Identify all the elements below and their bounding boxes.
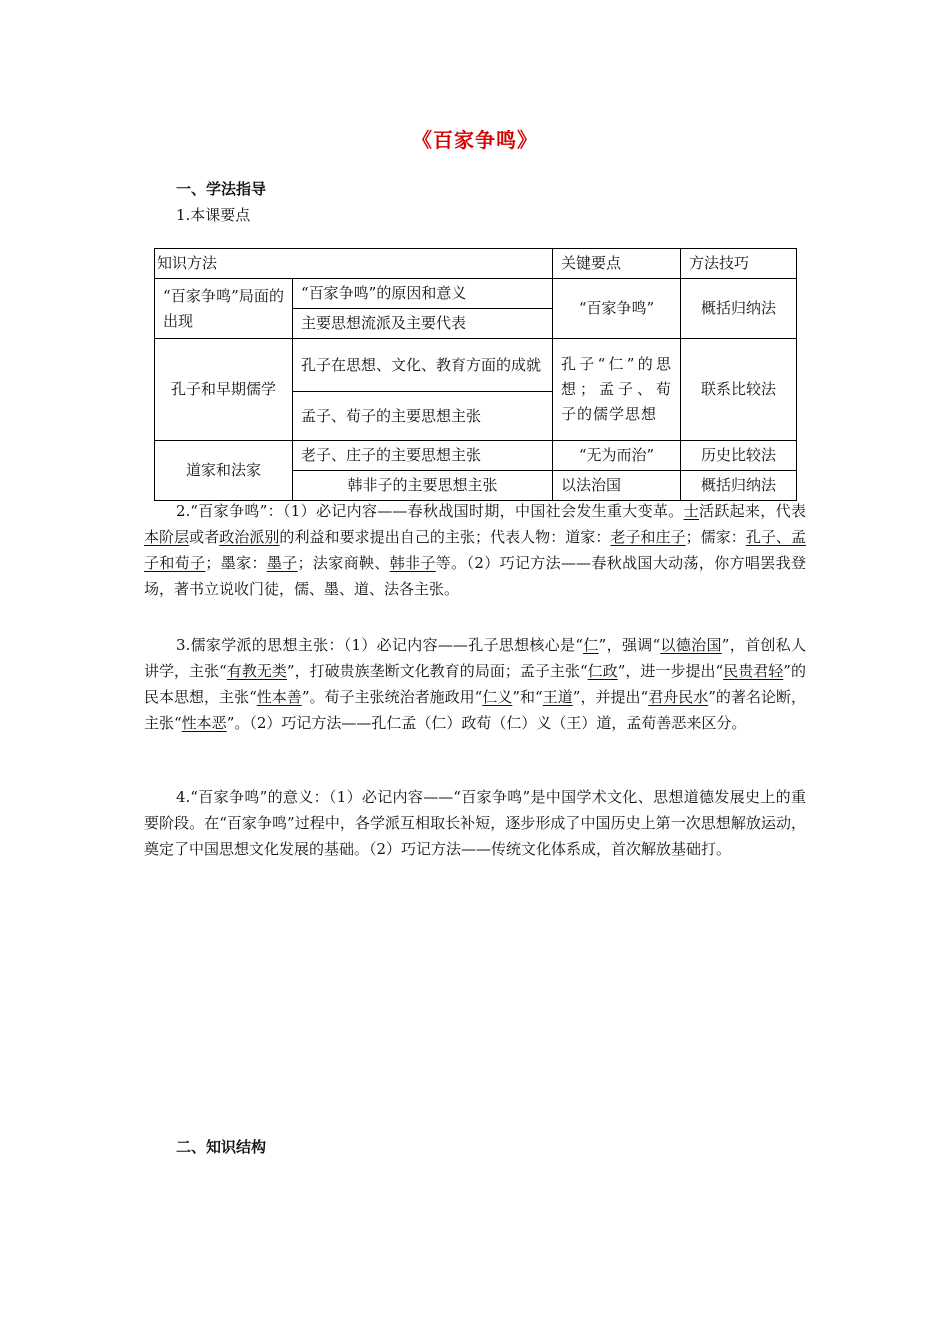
text-run: ；儒家：: [685, 528, 746, 546]
text-run: 活跃起来，代表: [698, 502, 806, 520]
underlined-term: 士: [683, 502, 699, 520]
method-cell: 历史比较法: [681, 441, 797, 471]
underlined-term: 墨子: [266, 554, 298, 572]
underlined-term: 仁义: [482, 688, 513, 706]
underlined-term: 韩非子: [389, 554, 436, 572]
text-run: ”，首创私人讲学，主张“: [144, 636, 806, 680]
underlined-term: 有教无类: [226, 662, 287, 680]
method-cell: 概括归纳法: [681, 471, 797, 501]
table-row: [155, 441, 797, 471]
paragraph-contention: [144, 498, 806, 602]
text-run: 3.儒家学派的思想主张：（1）必记内容——孔子思想核心是“: [176, 636, 584, 654]
paragraph-significance: 4.“百家争鸣”的意义：（1）必记内容——“百家争鸣”是中国学术文化、思想道德发展史上的重要阶段。在“百家争鸣”过程中，各学派互相取长补短，逐步形成了中国历史上第一次思想解放运动，奠定了中国思想文化发展的基础。（2）巧记方法——传统文化体系成，首次解放基础打。: [144, 788, 806, 858]
underlined-term: 仁: [583, 636, 599, 654]
method-cell: 联系比较法: [681, 339, 797, 441]
method-cell: 概括归纳法: [681, 279, 797, 339]
point-cell: “百家争鸣”的原因和意义: [293, 279, 553, 309]
section-heading-knowledge-structure: 二、知识结构: [176, 1138, 267, 1156]
key-cell: 孔子“仁”的思想；孟子、荀子的儒学思想: [553, 339, 681, 441]
text-run: ；法家商鞅、: [297, 554, 390, 572]
underlined-term: 性本善: [256, 688, 302, 706]
text-run: ”，打破贵族垄断文化教育的局面；孟子主张“: [286, 662, 588, 680]
subheading-key-points: 1.本课要点: [176, 206, 251, 224]
point-cell: 老子、庄子的主要思想主张: [293, 441, 553, 471]
underlined-term: 以德治国: [660, 636, 722, 654]
underlined-term: 本阶层: [144, 528, 190, 546]
underlined-term: 老子和庄子: [610, 528, 686, 546]
page-title: 《百家争鸣》: [412, 128, 538, 152]
text-run: 的利益和要求提出自己的主张；代表人物：道家：: [279, 528, 611, 546]
underlined-term: 性本恶: [181, 714, 227, 732]
text-run: 2.“百家争鸣”：（1）必记内容——春秋战国时期，中国社会发生重大变革。: [176, 502, 684, 520]
text-run: ”的民本思想，主张“: [144, 662, 806, 706]
text-run: 等。（2）巧记方法——春秋战国大动荡，你方唱罢我登场，著书立说收门徒，儒、墨、道、法各主张。: [144, 554, 806, 598]
header-method: 方法技巧: [681, 249, 797, 279]
underlined-term: 王道: [542, 688, 573, 706]
point-cell: 孟子、荀子的主要思想主张: [293, 392, 553, 441]
underlined-term: 民贵君轻: [723, 662, 784, 680]
point-cell: 孔子在思想、文化、教育方面的成就: [293, 339, 553, 392]
text-run: ”和“: [512, 688, 543, 706]
text-run: ”。荀子主张统治者施政用“: [301, 688, 483, 706]
header-key-points: 关键要点: [553, 249, 681, 279]
topic-cell: 孔子和早期儒学: [155, 339, 293, 441]
point-cell: 主要思想流派及主要代表: [293, 309, 553, 339]
key-cell: “百家争鸣”: [553, 279, 681, 339]
key-cell: “无为而治”: [553, 441, 681, 471]
underlined-term: 仁政: [587, 662, 618, 680]
topic-cell: “百家争鸣”局面的出现: [155, 279, 293, 339]
section-heading-study-method: 一、学法指导: [176, 180, 267, 198]
key-cell: 以法治国: [553, 471, 681, 501]
text-run: ”，并提出“: [572, 688, 649, 706]
point-cell: 韩非子的主要思想主张: [293, 471, 553, 501]
topic-cell: 道家和法家: [155, 441, 293, 501]
text-run: ；墨家：: [205, 554, 267, 572]
underlined-term: 君舟民水: [648, 688, 709, 706]
text-run: ”，强调“: [598, 636, 661, 654]
text-run: ”。（2）巧记方法——孔仁孟（仁）政荀（仁）义（王）道，孟荀善恶来区分。: [226, 714, 747, 732]
text-run: ”，进一步提出“: [617, 662, 724, 680]
paragraph-confucianism: [144, 632, 806, 736]
text-run: 或者: [189, 528, 220, 546]
table-header-row: [155, 249, 797, 279]
header-knowledge: 知识方法: [155, 249, 553, 279]
text-run: ”的著名论断，主张“: [144, 688, 806, 732]
key-points-table: [154, 248, 797, 501]
table-row: [155, 279, 797, 309]
underlined-term: 政治派别: [219, 528, 280, 546]
underlined-term: 孔子、孟子和荀子: [144, 528, 806, 572]
table-row: [155, 339, 797, 392]
